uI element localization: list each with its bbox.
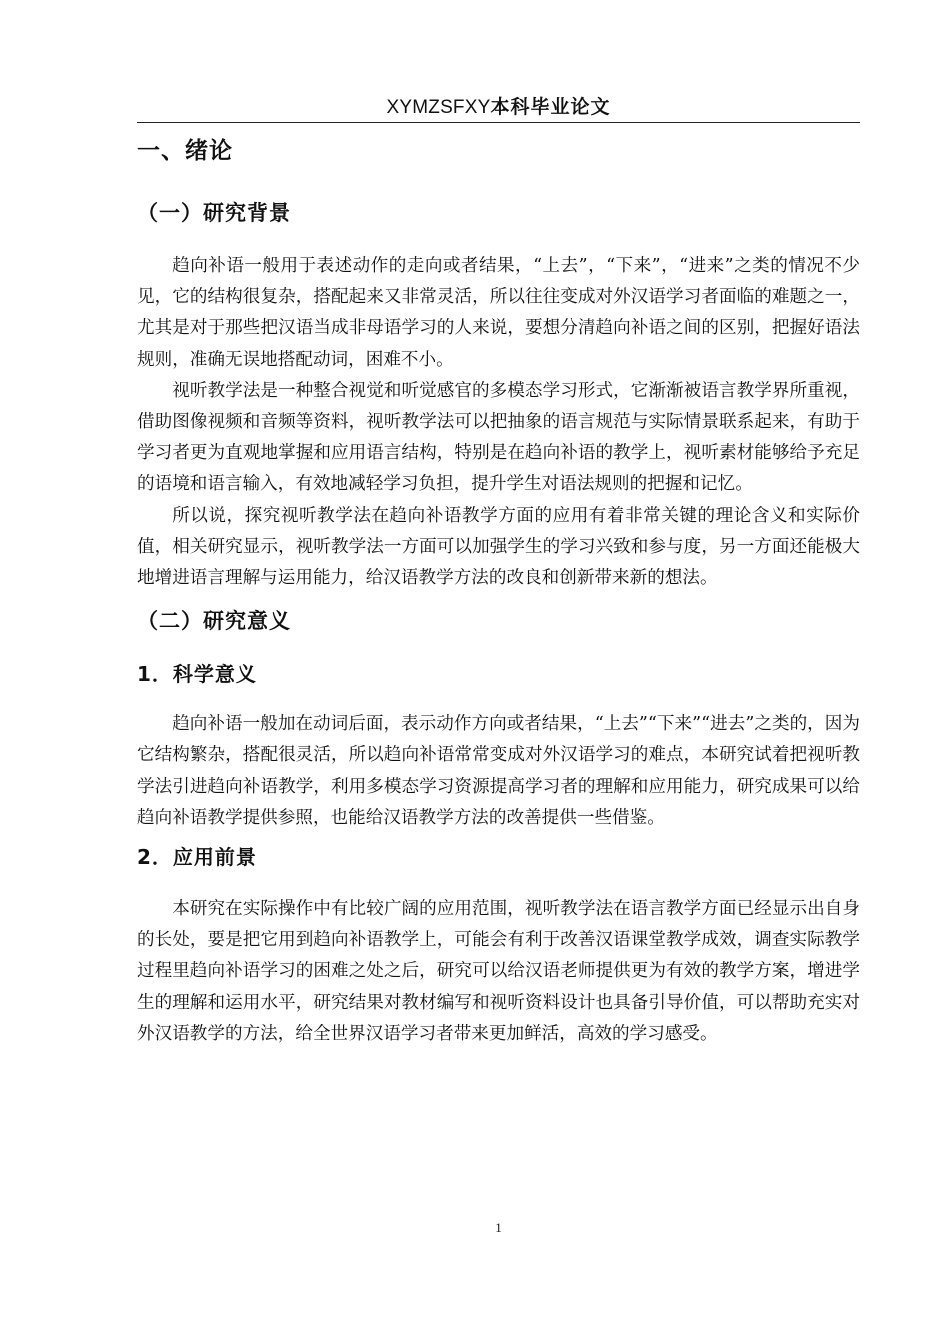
page-header — [137, 92, 860, 122]
paragraph: 趋向补语一般加在动词后面，表示动作方向或者结果，“上去”“下来”“进去”之类的，因为它结构繁杂，搭配很灵活，所以趋向补语常常变成对外汉语学习的难点，本研究试着把视听教学法引进趋向补语教学，利用多模态学习资源提高学习者的理解和应用能力，研究成果可以给趋向补语教学提供参照，也能给汉语教学方法的改善提供一些借鉴。 — [137, 714, 860, 828]
section-title-background: （一）研究背景 — [137, 201, 291, 225]
section-title-significance: （二）研究意义 — [137, 609, 291, 634]
chapter-title: 一、绪论 — [137, 138, 233, 164]
subsection-title-scientific: 1．科学意义 — [137, 662, 257, 687]
paragraph: 所以说，探究视听教学法在趋向补语教学方面的应用有着非常关键的理论含义和实际价值，相关研究显示，视听教学法一方面可以加强学生的学习兴致和参与度，另一方面还能极大地增进语言理解与运用能力，给汉语教学方法的改良和创新带来新的想法。 — [137, 505, 860, 589]
page-number: 1 — [495, 1220, 502, 1235]
header-title: 本科毕业论文 — [490, 96, 611, 118]
paragraph: 本研究在实际操作中有比较广阔的应用范围，视听教学法在语言教学方面已经显示出自身的长处，要是把它用到趋向补语教学上，可能会有利于改善汉语课堂教学成效，调查实际教学过程里趋向补语学习的困难之处之后，研究可以给汉语老师提供更为有效的教学方案，增进学生的理解和运用水平，研究结果对教材编写和视听资料设计也具备引导价值，可以帮助充实对外汉语教学的方法，给全世界汉语学习者带来更加鲜活，高效的学习感受。 — [137, 899, 860, 1044]
subsection-title-application: 2．应用前景 — [137, 845, 257, 870]
header-divider — [137, 122, 860, 123]
paragraph: 趋向补语一般用于表述动作的走向或者结果，“上去”，“下来”，“进来”之类的情况不少见，它的结构很复杂，搭配起来又非常灵活，所以往往变成对外汉语学习者面临的难题之一，尤其是对于那些把汉语当成非母语学习的人来说，要想分清趋向补语之间的区别，把握好语法规则，准确无误地搭配动词，困难不小。 — [137, 256, 860, 370]
header-code: XYMZSFXY — [386, 97, 491, 118]
paragraph: 视听教学法是一种整合视觉和听觉感官的多模态学习形式，它渐渐被语言教学界所重视，借助图像视频和音频等资料，视听教学法可以把抽象的语言规范与实际情景联系起来，有助于学习者更为直观地掌握和应用语言结构，特别是在趋向补语的教学上，视听素材能够给予充足的语境和语言输入，有效地减轻学习负担，提升学生对语法规则的把握和记忆。 — [137, 380, 860, 495]
page-content — [137, 131, 860, 1050]
